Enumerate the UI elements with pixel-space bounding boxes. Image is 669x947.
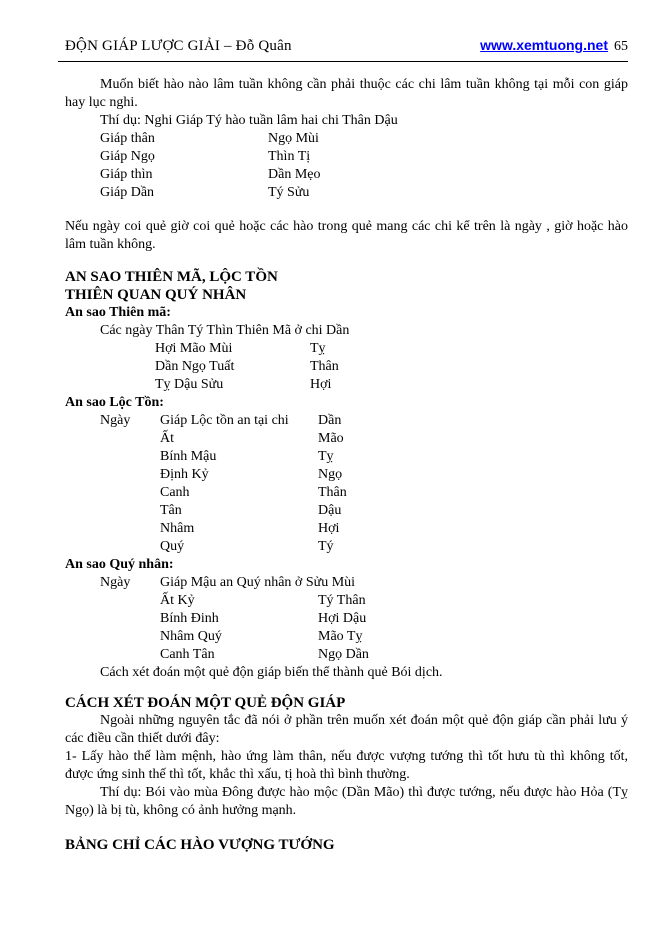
- giap-tuan-table: [65, 130, 628, 202]
- loc-ton-table: [65, 412, 628, 556]
- table-cell: Ất Kỷ: [160, 593, 195, 608]
- table-row: [65, 538, 628, 556]
- table-cell: Dậu: [318, 503, 342, 518]
- table-cell: Tý Thân: [318, 593, 366, 608]
- page-content: [0, 62, 669, 854]
- table-cell: Ngọ Dần: [318, 647, 369, 662]
- table-cell: Thìn Tị: [268, 149, 311, 164]
- table-cell: Thân: [318, 485, 347, 500]
- table-row: [65, 130, 628, 148]
- table-row: [65, 166, 628, 184]
- table-row: [65, 484, 628, 502]
- table-cell: Giáp Mậu an Quý nhân ở Sửu Mùi: [160, 575, 356, 590]
- paragraph: Nếu ngày coi quẻ giờ coi quẻ hoặc các hào trong quẻ mang các chi kể trên là ngày , giờ hoặc hào lâm tuần không.: [65, 219, 628, 252]
- example-paragraph: Thí dụ: Bói vào mùa Đông được hào mộc (Dần Mão) thì được tướng, nếu được hào Hỏa (Tỵ Ngọ) là bị tù, không có ảnh hưởng mạnh.: [65, 785, 628, 818]
- header-right: [480, 36, 628, 56]
- table-row: [65, 448, 628, 466]
- intro-example-line: Thí dụ: Nghi Giáp Tý hào tuần lâm hai chi Thân Dậu: [100, 113, 398, 128]
- table-row: [65, 340, 628, 358]
- table-row: [65, 184, 628, 202]
- document-title: ĐỘN GIÁP LƯỢC GIẢI – Đỗ Quân: [65, 38, 292, 54]
- table-row: [65, 592, 628, 610]
- table-row: [65, 430, 628, 448]
- table-cell: Giáp Dần: [100, 185, 155, 200]
- thien-ma-intro-line: Các ngày Thân Tý Thìn Thiên Mã ở chi Dần: [100, 323, 350, 338]
- table-cell: Nhâm: [160, 521, 195, 536]
- subsection-label: An sao Quý nhân:: [65, 557, 174, 572]
- subsection-label: An sao Lộc Tồn:: [65, 395, 164, 410]
- table-cell: Ngày: [100, 413, 131, 428]
- website-link[interactable]: www.xemtuong.net: [480, 37, 608, 53]
- table-cell: Hợi: [318, 521, 340, 536]
- page-header: [0, 0, 669, 56]
- table-row: [65, 628, 628, 646]
- table-cell: Tỵ Dậu Sửu: [155, 377, 224, 392]
- table-cell: Hợi Mão Mùi: [155, 341, 233, 356]
- table-cell: Hợi Dậu: [318, 611, 367, 626]
- table-cell: Dần Mẹo: [268, 167, 321, 182]
- table-cell: Mão Tỵ: [318, 629, 363, 644]
- table-cell: Thân: [310, 359, 339, 374]
- table-cell: Giáp thìn: [100, 167, 153, 182]
- table-row: [65, 358, 628, 376]
- table-cell: Tân: [160, 503, 182, 518]
- table-cell: Giáp thân: [100, 131, 155, 146]
- table-cell: Hợi: [310, 377, 332, 392]
- table-row: [65, 574, 628, 592]
- section-heading: BẢNG CHỈ CÁC HÀO VƯỢNG TƯỚNG: [65, 837, 335, 853]
- section-heading: CÁCH XÉT ĐOÁN MỘT QUẺ ĐỘN GIÁP: [65, 695, 346, 711]
- table-row: [65, 148, 628, 166]
- table-cell: Canh Tân: [160, 647, 215, 662]
- table-cell: Giáp Lộc tồn an tại chi: [160, 413, 289, 428]
- table-row: [65, 376, 628, 394]
- table-cell: Bính Mậu: [160, 449, 217, 464]
- table-row: [65, 610, 628, 628]
- table-row: [65, 520, 628, 538]
- table-row: [65, 646, 628, 664]
- intro-paragraph: Muốn biết hào nào lâm tuần không cần phải thuộc các chi lâm tuần không tại mỗi con giáp hay lục nghi.: [65, 77, 628, 110]
- table-cell: Tý: [318, 539, 334, 554]
- table-cell: Dần Ngọ Tuất: [155, 359, 235, 374]
- section-heading: THIÊN QUAN QUÝ NHÂN: [65, 287, 247, 303]
- table-cell: Ngọ: [318, 467, 343, 482]
- table-cell: Nhâm Quý: [160, 629, 222, 644]
- table-cell: Bính Đinh: [160, 611, 219, 626]
- table-cell: Ngọ Mùi: [268, 131, 319, 146]
- table-row: [65, 502, 628, 520]
- quy-nhan-table: [65, 574, 628, 664]
- section-heading: AN SAO THIÊN MÃ, LỘC TỒN: [65, 269, 278, 285]
- list-item: 1- Lấy hào thế làm mệnh, hào ứng làm thân, nếu được vượng tướng thì tốt hưu tù thì không tốt, được ứng sinh thế thì tốt, khắc thì xấu, tị hoà thì bình thường.: [65, 749, 628, 782]
- table-cell: Ngày: [100, 575, 131, 590]
- table-row: [65, 466, 628, 484]
- table-cell: Tỵ: [318, 449, 334, 464]
- table-cell: Dần: [318, 413, 342, 428]
- table-cell: Tý Sửu: [268, 185, 310, 200]
- table-cell: Quý: [160, 539, 185, 554]
- table-cell: Tỵ: [310, 341, 326, 356]
- table-cell: Ất: [160, 431, 174, 446]
- page-number: 65: [614, 39, 628, 54]
- table-cell: Canh: [160, 485, 190, 500]
- table-cell: Mão: [318, 431, 344, 446]
- closing-line: Cách xét đoán một quẻ độn giáp biến thể thành quẻ Bói dịch.: [100, 665, 443, 680]
- table-cell: Giáp Ngọ: [100, 149, 155, 164]
- subsection-label: An sao Thiên mã:: [65, 305, 171, 320]
- table-row: [65, 412, 628, 430]
- paragraph: Ngoài những nguyên tắc đã nói ở phần trên muốn xét đoán một quẻ độn giáp cần phải lưu ý các điều cần thiết dưới đây:: [65, 713, 628, 746]
- table-cell: Định Kỷ: [160, 467, 209, 482]
- thien-ma-table: [65, 340, 628, 394]
